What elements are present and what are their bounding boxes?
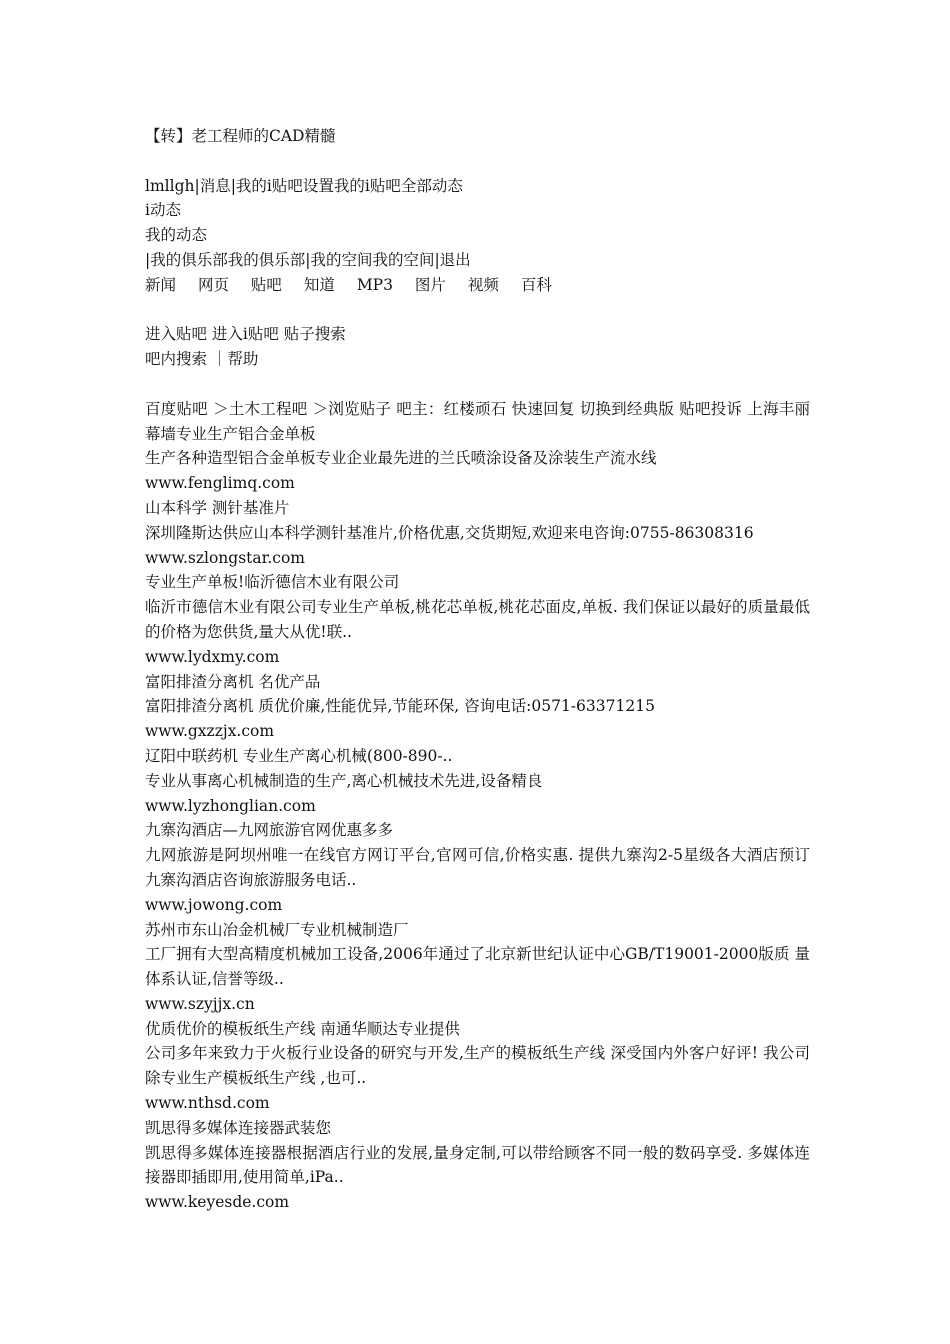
ad-title[interactable]: 九寨沟酒店—九网旅游官网优惠多多 xyxy=(145,821,394,840)
ad-block xyxy=(145,496,810,570)
ad-description: 深圳隆斯达供应山本科学测针基准片,价格优惠,交货期短,欢迎来电咨询:0755-86308316 xyxy=(145,523,754,542)
ad-description: 九网旅游是阿坝州唯一在线官方网订平台,官网可信,价格实惠. 提供九寨沟2-5星级各大酒店预订 九寨沟酒店咨询旅游服务电话.. xyxy=(145,846,810,889)
ad-description: 凯思得多媒体连接器根据酒店行业的发展,量身定制,可以带给顾客不同一般的数码享受. 多媒体连接器即插即用,使用简单,iPa.. xyxy=(145,1143,810,1187)
ad-url-link[interactable]: www.fenglimq.com xyxy=(145,474,295,493)
ad-title[interactable]: 专业生产单板!临沂德信木业有限公司 xyxy=(145,573,400,592)
ad-description: 专业从事离心机械制造的生产,离心机械技术先进,设备精良 xyxy=(145,771,543,790)
ad-description: 公司多年来致力于火板行业设备的研究与开发,生产的模板纸生产线 深受国内外客户好评! 我公司除专业生产模板纸生产线 ,也可.. xyxy=(145,1044,810,1088)
nav-item-tieba[interactable]: 贴吧 xyxy=(250,275,282,294)
nav-item-news[interactable]: 新闻 xyxy=(145,275,177,294)
ad-block xyxy=(145,1017,810,1116)
ad-block xyxy=(145,818,810,917)
ad-description: 工厂拥有大型高精度机械加工设备,2006年通过了北京新世纪认证中心GB/T19001-2000版质 量体系认证,信誉等级.. xyxy=(145,945,810,989)
spacer xyxy=(145,149,810,174)
breadcrumb[interactable]: 百度贴吧 ＞土木工程吧 ＞浏览贴子 吧主：红楼顽石 快速回复 切换到经典版 贴吧投诉 上海丰丽幕墙专业生产铝合金单板 xyxy=(145,399,810,443)
ad-title[interactable]: 凯思得多媒体连接器武装您 xyxy=(145,1118,332,1137)
i-dynamics-link[interactable]: i动态 xyxy=(145,201,181,220)
ad-url-link[interactable]: www.szyjjx.cn xyxy=(145,994,255,1013)
my-dynamics-link[interactable]: 我的动态 xyxy=(145,226,208,245)
ad-url-link[interactable]: www.lydxmy.com xyxy=(145,647,280,666)
ad-block xyxy=(145,446,810,496)
document-page xyxy=(145,124,810,1215)
ad-block xyxy=(145,744,810,818)
ad-url-link[interactable]: www.lyzhonglian.com xyxy=(145,796,316,815)
nav-item-web[interactable]: 网页 xyxy=(197,275,229,294)
ad-url-link[interactable]: www.gxzzjx.com xyxy=(145,722,275,741)
ad-title[interactable]: 优质优价的模板纸生产线 南通华顺达专业提供 xyxy=(145,1019,460,1038)
page-title: 【转】老工程师的CAD精髓 xyxy=(145,127,336,145)
nav-item-baike[interactable]: 百科 xyxy=(520,275,552,294)
ad-title[interactable]: 山本科学 测针基准片 xyxy=(145,498,290,517)
spacer xyxy=(145,372,810,397)
ad-url-link[interactable]: www.jowong.com xyxy=(145,895,283,914)
club-space-line[interactable]: |我的俱乐部我的俱乐部|我的空间我的空间|退出 xyxy=(145,250,471,269)
ad-block xyxy=(145,918,810,1017)
spacer xyxy=(145,298,810,323)
ad-description: 富阳排渣分离机 质优价廉,性能优异,节能环保, 咨询电话:0571-63371215 xyxy=(145,697,655,716)
ad-block xyxy=(145,670,810,744)
nav-item-video[interactable]: 视频 xyxy=(467,275,499,294)
nav-item-mp3[interactable]: MP3 xyxy=(356,275,393,294)
ad-block xyxy=(145,1116,810,1215)
nav-item-zhidao[interactable]: 知道 xyxy=(303,275,335,294)
ad-title[interactable]: 辽阳中联药机 专业生产离心机械(800-890-.. xyxy=(145,746,453,765)
enter-tieba-actions[interactable]: 进入贴吧 进入i贴吧 贴子搜索 xyxy=(145,325,346,344)
ad-url-link[interactable]: www.nthsd.com xyxy=(145,1094,270,1113)
ad-title[interactable]: 苏州市东山冶金机械厂专业机械制造厂 xyxy=(145,920,409,939)
top-nav xyxy=(145,273,810,298)
ad-description: 生产各种造型铝合金单板专业企业最先进的兰氏喷涂设备及涂装生产流水线 xyxy=(145,449,657,468)
nav-item-images[interactable]: 图片 xyxy=(414,275,446,294)
ad-block xyxy=(145,570,810,669)
ad-url-link[interactable]: www.keyesde.com xyxy=(145,1193,290,1212)
user-menu-line[interactable]: lmllgh|消息|我的i贴吧设置我的i贴吧全部动态 xyxy=(145,176,463,195)
search-help-actions[interactable]: 吧内搜索 ｜帮助 xyxy=(145,350,259,369)
ad-title[interactable]: 富阳排渣分离机 名优产品 xyxy=(145,672,321,691)
ad-url-link[interactable]: www.szlongstar.com xyxy=(145,548,305,567)
ad-description: 临沂市德信木业有限公司专业生产单板,桃花芯单板,桃花芯面皮,单板. 我们保证以最好的质量最低的价格为您供货,量大从优!联.. xyxy=(145,598,810,641)
